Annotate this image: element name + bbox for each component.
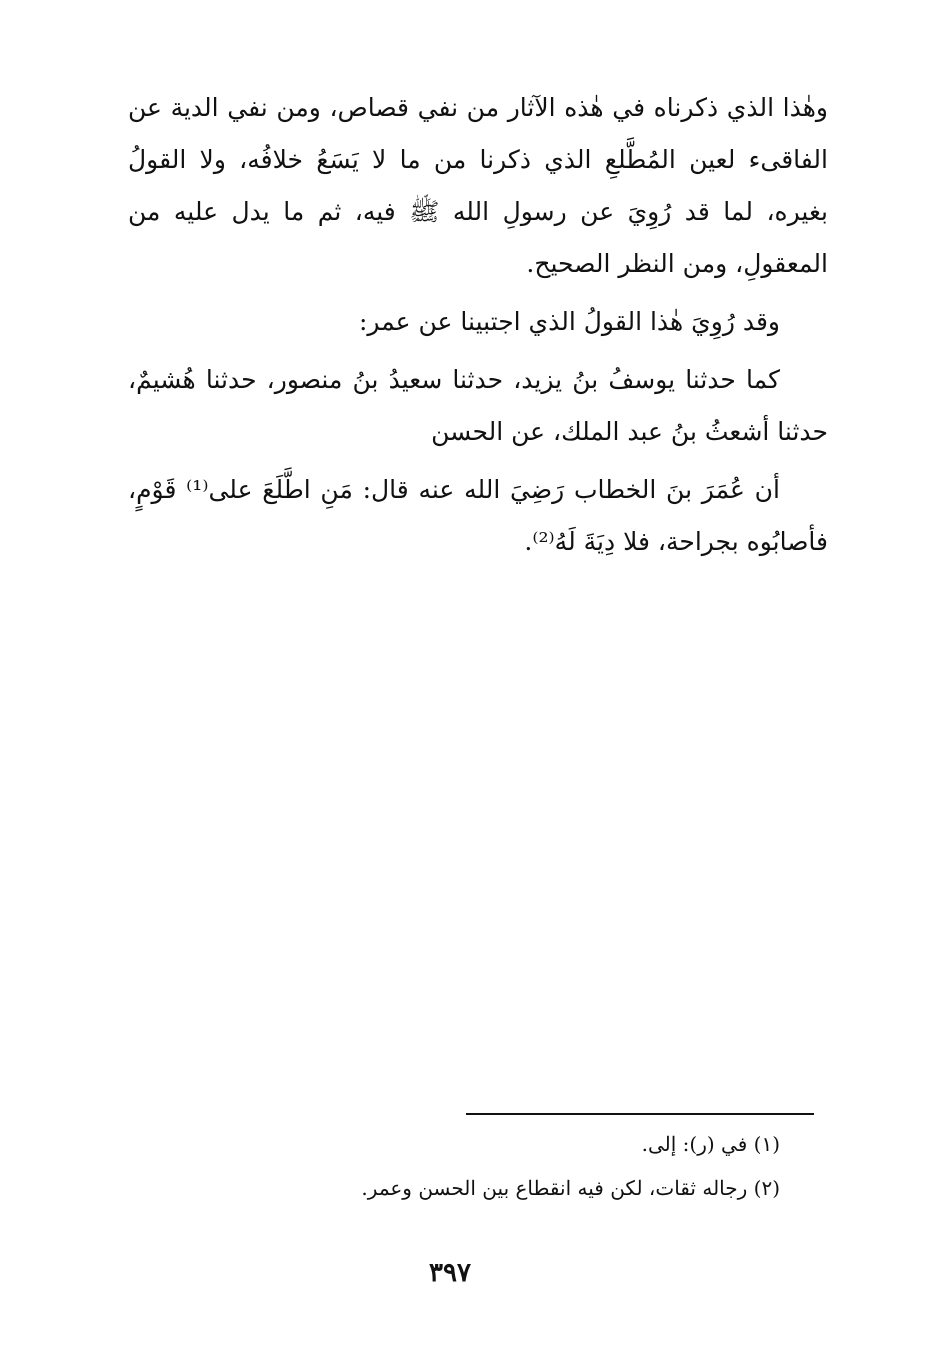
footnotes <box>200 1122 780 1210</box>
footnote-1: (١) في (ر): إلى. <box>641 1132 780 1156</box>
paragraph-2: وقد رُوِيَ هٰذا القولُ الذي اجتبينا عن عمر: <box>358 307 780 336</box>
paragraph-3: كما حدثنا يوسفُ بنُ يزيد، حدثنا سعيدُ بنُ منصور، حدثنا هُشيمٌ، حدثنا أشعثُ بنُ عبد الملك، عن الحسن <box>128 365 828 446</box>
paragraph-4: أن عُمَرَ بنَ الخطاب رَضِيَ الله عنه قال: مَنِ اطَّلَعَ على⁽¹⁾ قَوْمٍ، فأصابُوه بجراحة، فلا دِيَةَ لَهُ⁽²⁾. <box>128 475 828 556</box>
main-text <box>128 82 828 568</box>
page-number: ٣٩٧ <box>429 1258 471 1288</box>
footnote-divider <box>466 1113 814 1115</box>
paragraph-1: وهٰذا الذي ذكرناه في هٰذه الآثار من نفي قصاص، ومن نفي الدية عن الفاقىء لعين المُطَّلعِ الذي ذكرنا من ما لا يَسَعُ خلافُه، ولا القولُ بغيره، لما قد رُوِيَ عن رسولِ الله ﷺ فيه، ثم ما يدل عليه من المعقولِ، ومن النظر الصحيح. <box>128 93 828 278</box>
footnote-2: (٢) رجاله ثقات، لكن فيه انقطاع بين الحسن وعمر. <box>361 1176 780 1200</box>
